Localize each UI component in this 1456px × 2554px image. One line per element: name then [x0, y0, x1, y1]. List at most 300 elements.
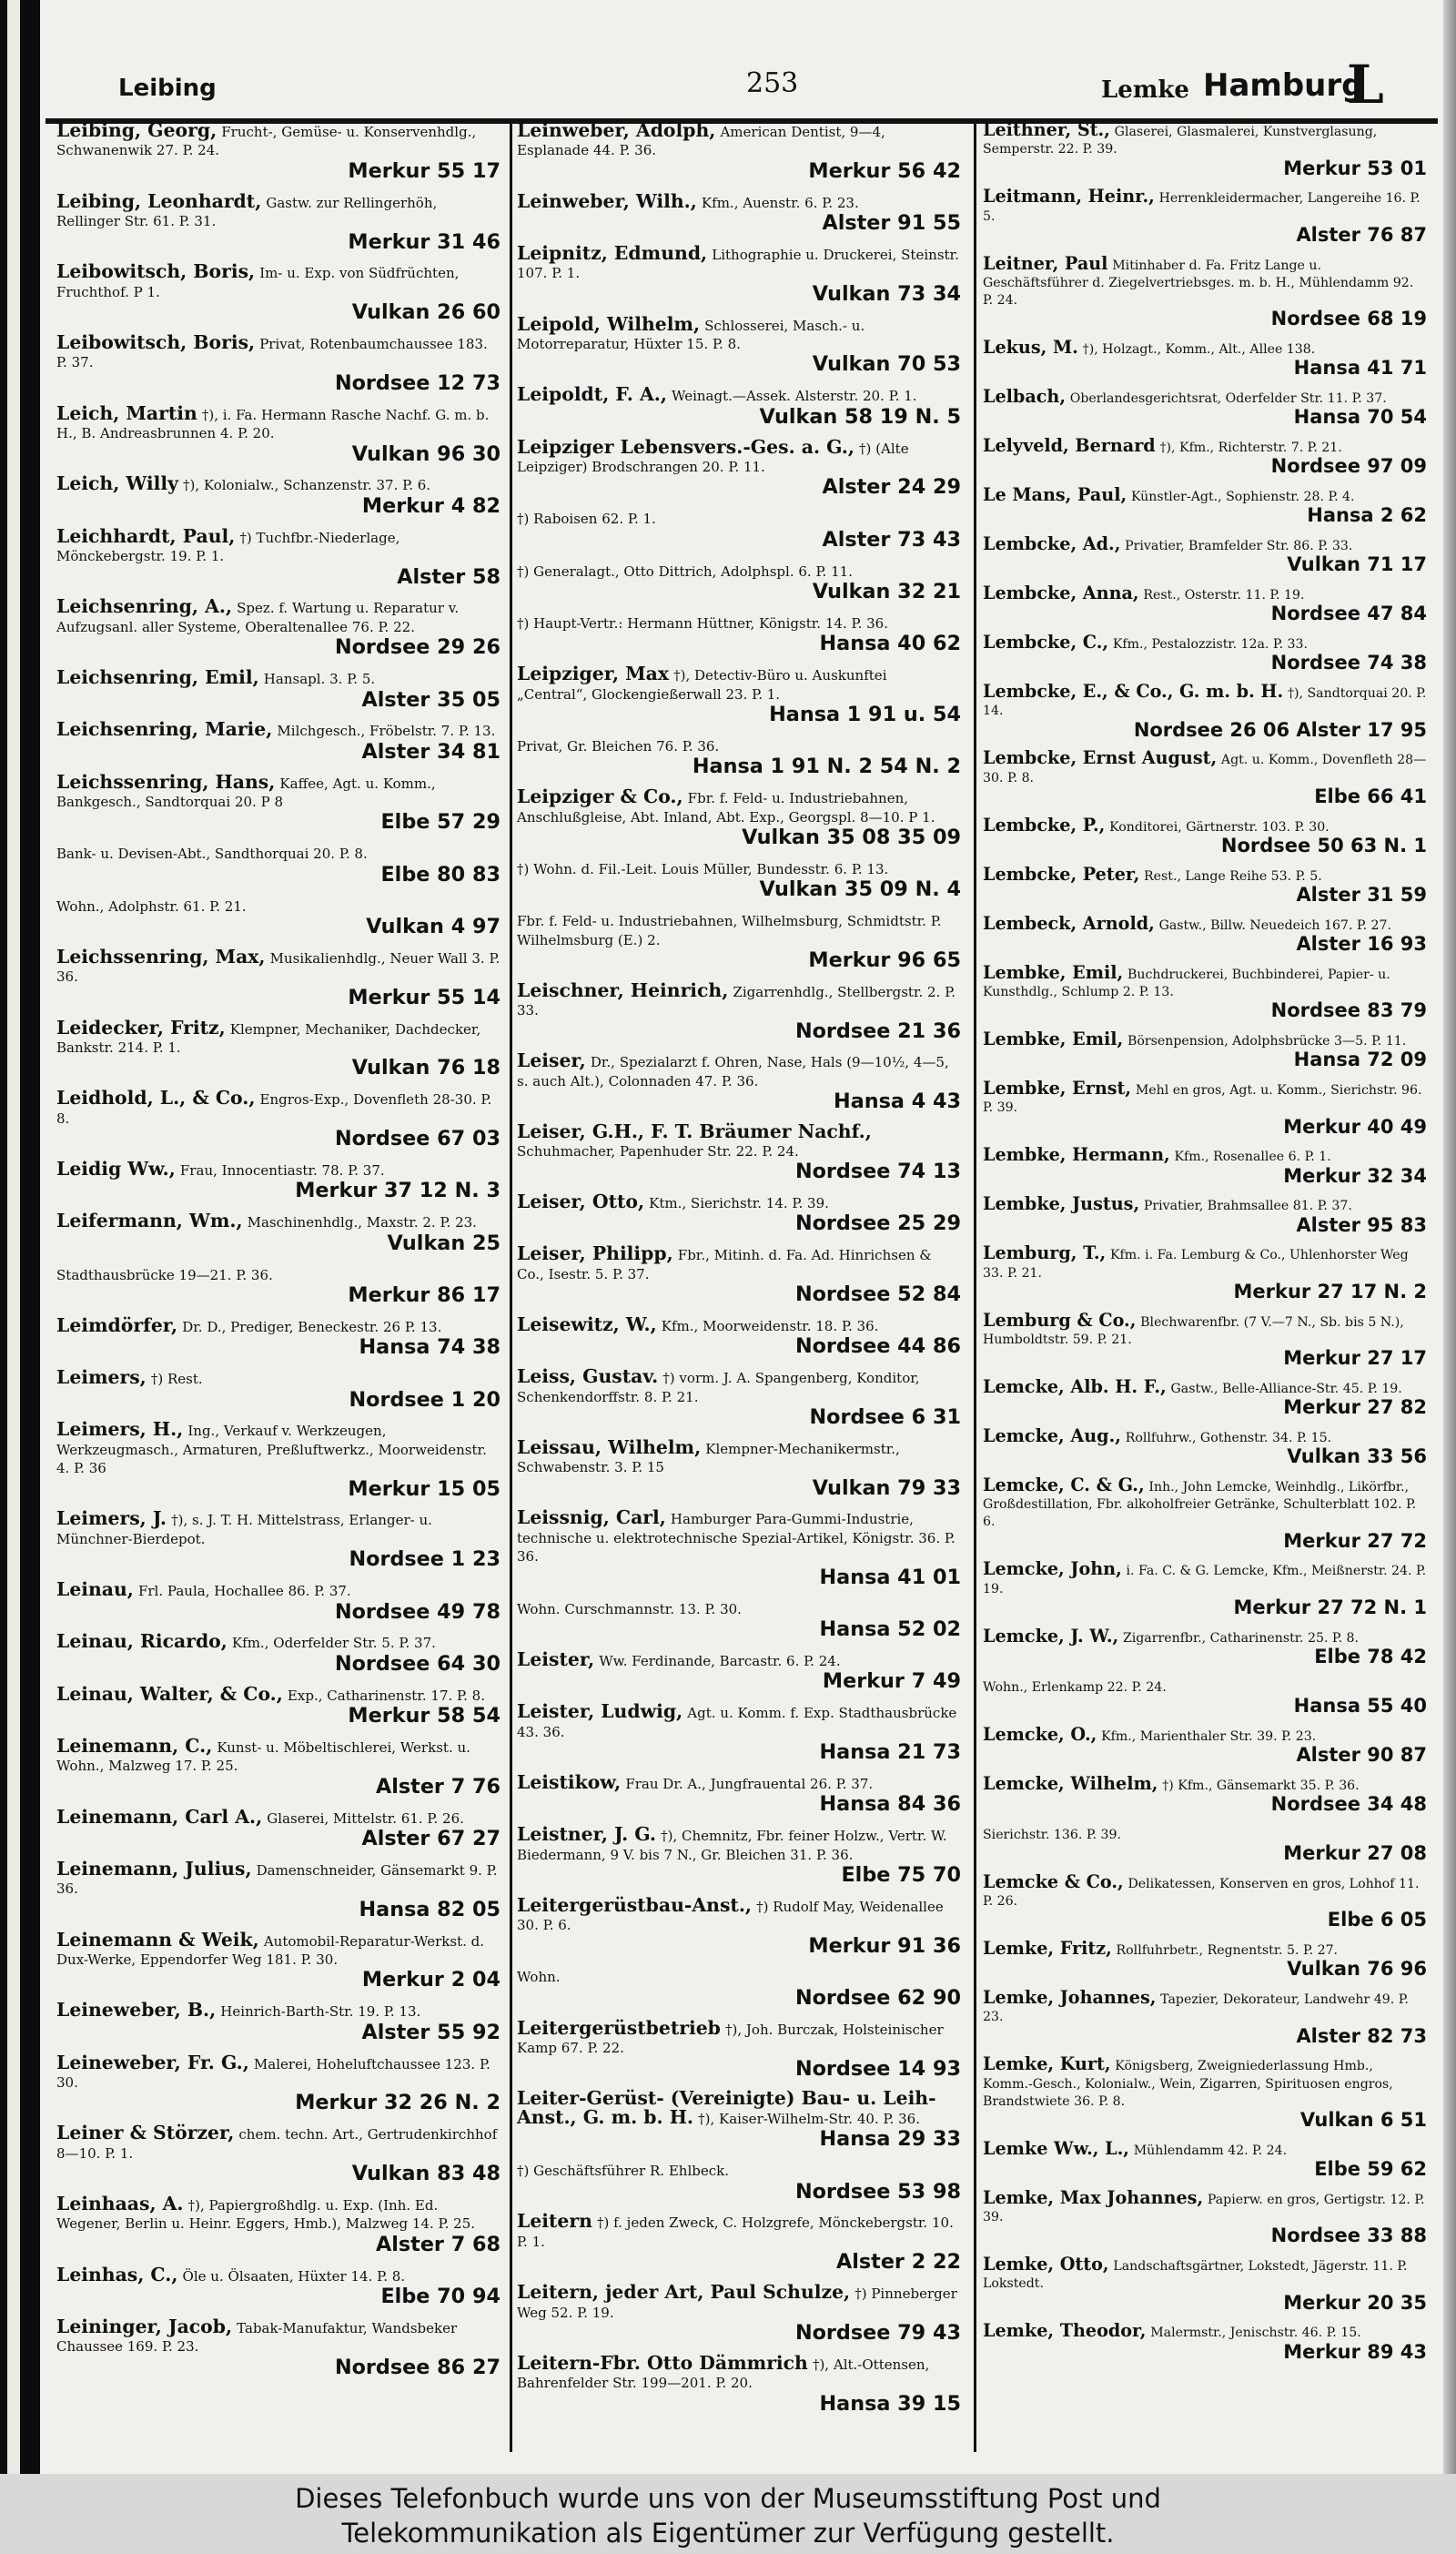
directory-entry	[979, 1938, 1431, 1981]
entry-phone: Vulkan 32 21	[812, 580, 961, 603]
entry-phone: Elbe 78 42	[1314, 1645, 1427, 1667]
entry-phone: Nordsee 1 20	[349, 1387, 500, 1412]
entry-phone: Merkur 27 17 N. 2	[1233, 1280, 1427, 1302]
directory-entry	[53, 844, 504, 887]
entry-name: Leinau, Walter, & Co.,	[56, 1682, 283, 1705]
entry-phone: Nordsee 21 36	[794, 1019, 961, 1043]
entry-phone: Merkur 91 36	[808, 1933, 961, 1958]
entry-name: Leitergerüstbetrieb	[517, 2016, 721, 2039]
directory-entry	[979, 585, 1431, 625]
entry-details: Frucht-, Gemüse- u. Konservenhdlg., Schwanenwik 27. P. 24.	[56, 124, 477, 159]
entry-details: Hamburger Para-Gummi-Industrie, technische u. elektrotechnische Spezial-Artikel, Königstr. 36. P. 36.	[517, 1511, 956, 1566]
directory-entry	[979, 681, 1431, 741]
column-divider	[974, 122, 976, 2452]
entry-details: Automobil-Reparatur-Werkst. d. Dux-Werke, Eppendorfer Weg 181. P. 30.	[56, 1932, 485, 1969]
entry-name: Leischner, Heinrich,	[517, 978, 729, 1001]
entry-name: Lembcke, Anna,	[983, 583, 1139, 604]
entry-details: Frl. Paula, Hochallee 86. P. 37.	[137, 1583, 351, 1600]
directory-entry	[53, 1313, 504, 1360]
entry-name: Leidecker, Fritz,	[56, 1016, 226, 1039]
directory-entry	[513, 383, 965, 429]
entry-details: Königsberg, Zweigniederlassung Hmb., Komm.-Gesch., Kolonialw., Wein, Zigarren, Spirituosen engros, Brandstwiete 36. P. 8.	[983, 2059, 1393, 2109]
directory-entry	[53, 1630, 504, 1676]
entry-details: Privatier, Brahmsallee 81. P. 37.	[1143, 1199, 1352, 1214]
entry-name: Leipold, Wilhelm,	[517, 312, 701, 335]
directory-entry	[979, 1242, 1431, 1302]
directory-entry	[979, 2256, 1431, 2314]
directory-entry	[979, 337, 1431, 380]
directory-entry	[53, 122, 504, 183]
directory-entry	[513, 189, 965, 236]
entry-details: Kaffee, Agt. u. Komm., Bankgesch., Sandtorquai 20. P 8	[56, 775, 436, 811]
entry-name: Leinemann, Carl A.,	[56, 1805, 263, 1828]
entry-details: Rollfuhrw., Gothenstr. 34. P. 15.	[1125, 1430, 1332, 1445]
entry-phone: Vulkan 6 51	[1299, 2109, 1427, 2132]
directory-entry	[513, 911, 965, 972]
entry-name: Lelyveld, Bernard	[983, 435, 1156, 457]
entry-details: Rest., Osterstr. 11. P. 19.	[1143, 588, 1305, 603]
entry-phone: Nordsee 68 19	[1270, 308, 1427, 330]
directory-entry	[513, 859, 965, 902]
entry-phone: Merkur 58 54	[348, 1704, 500, 1728]
directory-entry	[53, 1212, 504, 1255]
directory-entry	[979, 122, 1431, 179]
directory-entry	[513, 1190, 965, 1236]
entry-phone: Merkur 40 49	[1283, 1115, 1427, 1138]
entry-phone: Alster 16 93	[1296, 932, 1427, 955]
entry-details: i. Fa. C. & G. Lemcke, Kfm., Meißnerstr. 24. P. 19.	[983, 1564, 1427, 1596]
entry-details: Wohn.	[517, 1969, 561, 1986]
entry-details: †) Tuchfbr.-Niederlage, Mönckebergstr. 19. P. 1.	[56, 529, 400, 565]
directory-entry	[513, 241, 965, 306]
directory-entry	[53, 1016, 504, 1080]
directory-entry	[513, 1365, 965, 1429]
entry-phone: Vulkan 35 08 35 09	[742, 825, 961, 849]
entry-phone: Merkur 53 01	[1283, 157, 1427, 179]
entry-phone: Vulkan 4 97	[366, 915, 500, 939]
entry-name: Leinweber, Wilh.,	[517, 189, 697, 212]
entry-details: Rest., Lange Reihe 53. P. 5.	[1144, 868, 1322, 884]
directory-entry	[513, 435, 965, 500]
entry-name: Leineweber, Fr. G.,	[56, 2051, 249, 2073]
directory-entry	[979, 1825, 1431, 1865]
entry-phone: Vulkan 71 17	[1287, 553, 1427, 576]
entry-phone: Alster 73 43	[822, 527, 961, 552]
entry-phone: Elbe 80 83	[380, 862, 500, 887]
entry-phone: Alster 7 68	[375, 2232, 500, 2256]
entry-name: Leiser, G.H., F. T. Bräumer Nachf.,	[517, 1120, 872, 1143]
directory-entry	[513, 1120, 965, 1183]
entry-details: Hansapl. 3. P. 5.	[263, 671, 376, 688]
directory-entry	[979, 2320, 1431, 2363]
entry-details: Gastw., Billw. Neuedeich 167. P. 27.	[1158, 917, 1392, 933]
entry-name: Lemke, Otto,	[983, 2254, 1109, 2275]
entry-phone: Hansa 74 38	[359, 1335, 500, 1360]
entry-details: Börsenpension, Adolphsbrücke 3—5. P. 11.	[1127, 1034, 1407, 1049]
directory-entry	[979, 386, 1431, 429]
entry-phone: Hansa 2 62	[1307, 504, 1427, 527]
entry-phone: Elbe 59 62	[1314, 2158, 1427, 2181]
entry-details: †), Kaiser-Wilhelm-Str. 40. P. 36.	[698, 2110, 920, 2127]
directory-entry	[979, 814, 1431, 857]
entry-name: Leichsenring, Marie,	[56, 718, 273, 741]
entry-details: †) Geschäftsführer R. Ehlbeck.	[517, 2163, 730, 2180]
entry-name: Lemke, Fritz,	[983, 1938, 1112, 1959]
directory-entry	[979, 1309, 1431, 1370]
entry-name: Leiss, Gustav.	[517, 1365, 659, 1388]
entry-phone: Nordsee 64 30	[334, 1651, 500, 1676]
entry-details: Musikalienhdlg., Neuer Wall 3. P. 36.	[56, 949, 500, 986]
entry-phone: Alster 7 76	[375, 1774, 500, 1799]
entry-phone: Hansa 82 05	[359, 1897, 500, 1921]
entry-phone: Vulkan 73 34	[812, 281, 961, 306]
entry-details: Kunst- u. Möbeltischlerei, Werkst. u. Wohn., Malzweg 17. P. 25.	[56, 1739, 470, 1775]
entry-phone: Merkur 37 12 N. 3	[295, 1179, 500, 1203]
entry-phone: Alster 67 27	[361, 1827, 500, 1851]
entry-phone: Nordsee 1 23	[349, 1547, 500, 1572]
entry-details: Dr. D., Prediger, Beneckestr. 26 P. 13.	[182, 1318, 442, 1335]
entry-details: Exp., Catharinenstr. 17. P. 8.	[287, 1687, 485, 1704]
entry-name: Leichsenring, Emil,	[56, 666, 259, 689]
entry-phone: Merkur 27 08	[1283, 1841, 1427, 1864]
binding-edge	[0, 0, 40, 2474]
column-2	[513, 122, 965, 2452]
entry-name: Leininger, Jacob,	[56, 2315, 233, 2337]
entry-name: Leissnig, Carl,	[517, 1506, 666, 1529]
entry-details: Klempner, Mechaniker, Dachdecker, Bankstr. 214. P. 1.	[56, 1020, 481, 1056]
entry-details: †) Rest.	[150, 1371, 203, 1388]
entry-name: Leitner, Paul	[983, 252, 1108, 274]
entry-details: †) Haupt-Vertr.: Hermann Hüttner, Königstr. 14. P. 36.	[517, 614, 888, 632]
entry-name: Leipnitz, Edmund,	[517, 241, 708, 264]
directory-entry	[979, 1625, 1431, 1668]
entry-phone: Nordsee 14 93	[794, 2056, 961, 2081]
entry-details: Landschaftsgärtner, Lokstedt, Jägerstr. 11. P. Lokstedt.	[983, 2259, 1408, 2292]
entry-phone: Merkur 56 42	[808, 158, 961, 183]
entry-details: †) vorm. J. A. Spangenberg, Konditor, Schenkendorffstr. 8. P. 21.	[517, 1370, 920, 1405]
entry-name: Leiner & Störzer,	[56, 2122, 235, 2144]
directory-entry	[979, 2137, 1431, 2181]
entry-name: Lembcke, C.,	[983, 632, 1109, 654]
entry-phone: Nordsee 79 43	[794, 2320, 961, 2345]
directory-entry	[53, 1578, 504, 1624]
entry-details: Papierw. en gros, Gertigstr. 12. P. 39.	[983, 2192, 1425, 2225]
footer-line-1: Dieses Telefonbuch wurde uns von der Museumsstiftung Post und	[295, 2483, 1161, 2514]
entry-phone: Vulkan 33 56	[1287, 1445, 1427, 1468]
entry-phone: Nordsee 67 03	[334, 1127, 500, 1151]
entry-name: Leitmann, Heinr.,	[983, 186, 1155, 208]
directory-entry	[979, 1723, 1431, 1767]
directory-entry	[53, 2315, 504, 2379]
directory-entry	[53, 2195, 504, 2256]
entry-details: Mitinhaber d. Fa. Fritz Lange u. Geschäftsführer d. Ziegelvertriebsges. m. b. H., Mühlendamm 92. P. 24.	[983, 258, 1414, 309]
entry-details: Kfm., Pestalozzistr. 12a. P. 33.	[1112, 637, 1309, 653]
directory-entry	[979, 1144, 1431, 1187]
directory-entry	[513, 978, 965, 1043]
entry-name: Leimers, H.,	[56, 1418, 184, 1441]
directory-entry	[53, 1999, 504, 2044]
entry-details: †) Generalagt., Otto Dittrich, Adolphspl. 6. P. 11.	[517, 562, 853, 580]
entry-name: Leibowitsch, Boris,	[56, 331, 256, 354]
directory-entry	[979, 484, 1431, 527]
entry-name: Leiser,	[517, 1049, 586, 1072]
entry-name: Lembke, Justus,	[983, 1193, 1140, 1215]
footer-notice	[0, 2474, 1456, 2554]
entry-phone: Merkur 27 82	[1283, 1396, 1427, 1419]
directory-entry	[53, 1735, 504, 1799]
entry-details: Privatier, Bramfelder Str. 86. P. 33.	[1125, 539, 1353, 554]
entry-name: Leinhaas, A.	[56, 2193, 184, 2214]
directory-entry	[979, 1987, 1431, 2047]
entry-details: Rollfuhrbetr., Regnentstr. 5. P. 27.	[1116, 1943, 1339, 1958]
entry-phone: Elbe 70 94	[380, 2285, 500, 2309]
directory-entry	[513, 1647, 965, 1694]
entry-name: Leinau,	[56, 1578, 134, 1601]
directory-entry	[513, 736, 965, 779]
entry-name: Lembke, Ernst,	[983, 1078, 1132, 1100]
entry-name: Leiser, Philipp,	[517, 1242, 673, 1265]
entry-details: Malerei, Hoheluftchaussee 123. P. 30.	[56, 2055, 490, 2092]
entry-details: Inh., John Lemcke, Weinhdlg., Likörfbr., Großdestillation, Fbr. alkoholfreier Getränke, Schulterblatt 102. P. 6.	[983, 1479, 1417, 1530]
entry-phone: Hansa 41 71	[1293, 357, 1427, 380]
directory-entry	[53, 1366, 504, 1412]
entry-phone: Hansa 39 15	[819, 2391, 961, 2416]
directory-entry	[53, 189, 504, 254]
directory-entry	[979, 961, 1431, 1022]
entry-name: Lemke, Theodor,	[983, 2320, 1147, 2342]
entry-name: Leich, Martin	[56, 401, 197, 424]
entry-phone: Nordsee 86 27	[334, 2355, 500, 2379]
entry-phone: Alster 55 92	[361, 2020, 500, 2044]
entry-phone: Vulkan 96 30	[351, 441, 500, 466]
entry-details: †), s. J. T. H. Mittelstrass, Erlanger- u. Münchner-Bierdepot.	[56, 1512, 432, 1547]
column-3	[979, 122, 1431, 2452]
directory-entry	[53, 1265, 504, 1308]
entry-details: Bank- u. Devisen-Abt., Sandthorquai 20. P. 8.	[56, 846, 368, 863]
entry-details: Zigarrenhdlg., Stellbergstr. 2. P. 33.	[517, 983, 956, 1019]
entry-details: American Dentist, 9—4, Esplanade 44. P. 36.	[517, 124, 885, 159]
directory-entry	[53, 1087, 504, 1151]
entry-phone: Nordsee 62 90	[794, 1985, 961, 2010]
directory-entry	[53, 331, 504, 395]
directory-entry	[513, 2016, 965, 2081]
entry-details: †), Alt.-Ottensen, Bahrenfelder Str. 199—201. P. 20.	[517, 2356, 930, 2392]
entry-phone: Hansa 40 62	[819, 632, 961, 656]
entry-phone: Nordsee 25 29	[794, 1211, 961, 1236]
entry-name: Lemke, Johannes,	[983, 1987, 1157, 2009]
entry-phone: Alster 2 22	[835, 2250, 961, 2275]
entry-name: Leissau, Wilhelm,	[517, 1435, 702, 1458]
entry-name: Leineweber, B.,	[56, 1999, 217, 2022]
directory-entry	[53, 1928, 504, 1992]
entry-phone: Merkur 27 72 N. 1	[1233, 1596, 1427, 1618]
directory-entry	[979, 1375, 1431, 1419]
entry-phone: Merkur 32 34	[1283, 1164, 1427, 1187]
entry-phone: Merkur 55 14	[348, 985, 500, 1009]
entry-phone: Merkur 27 72	[1283, 1529, 1427, 1552]
entry-phone: Hansa 21 73	[819, 1739, 961, 1764]
entry-name: Leiter-Gerüst- (Vereinigte) Bau- u. Leih-Anst., G. m. b. H.	[517, 2087, 936, 2128]
entry-phone: Nordsee 44 86	[794, 1334, 961, 1359]
entry-details: Milchgesch., Fröbelstr. 7. P. 13.	[277, 723, 496, 740]
entry-phone: Nordsee 6 31	[809, 1404, 961, 1429]
entry-details: †) Kfm., Gänsemarkt 35. P. 36.	[1162, 1778, 1360, 1793]
directory-entry	[53, 595, 504, 660]
footer-line-2: Telekommunikation als Eigentümer zur Verfügung gestellt.	[341, 2518, 1115, 2549]
directory-entry	[979, 2053, 1431, 2132]
entry-details: Dr., Spezialarzt f. Ohren, Nase, Hals (9—10½, 4—5, s. auch Alt.), Colonnaden 47. P. 36.	[517, 1054, 949, 1090]
directory-entry	[53, 2051, 504, 2115]
entry-details: Wohn. Curschmannstr. 13. P. 30.	[517, 1600, 742, 1617]
entry-name: Lembcke, P.,	[983, 814, 1106, 836]
entry-details: Zigarrenfbr., Catharinenstr. 25. P. 8.	[1122, 1630, 1360, 1646]
directory-entry	[513, 2281, 965, 2345]
directory-entry	[513, 2161, 965, 2204]
entry-phone: Hansa 41 01	[819, 1565, 961, 1589]
entry-name: Leinemann, C.,	[56, 1735, 213, 1757]
directory-entry	[53, 2124, 504, 2185]
entry-name: Lemcke, Alb. H. F.,	[983, 1375, 1167, 1397]
directory-entry	[979, 252, 1431, 330]
directory-entry	[513, 312, 965, 377]
entry-phone: Merkur 89 43	[1283, 2340, 1427, 2363]
entry-phone: Alster 76 87	[1296, 223, 1427, 246]
directory-entry	[53, 1805, 504, 1851]
entry-name: Leinhas, C.,	[56, 2263, 178, 2285]
directory-entry	[513, 2210, 965, 2275]
entry-name: Leipziger, Max	[517, 663, 670, 685]
entry-details: Spez. f. Wartung u. Reparatur v. Aufzugsanl. aller Systeme, Oberaltenallee 76. P. 22.	[56, 600, 460, 635]
directory-entry	[979, 1474, 1431, 1552]
entry-name: Lembcke, Peter,	[983, 863, 1140, 885]
footer-text	[0, 2481, 1456, 2550]
entry-phone: Hansa 1 91 N. 2 54 N. 2	[692, 755, 961, 779]
entry-name: Leiser, Otto,	[517, 1190, 645, 1212]
directory-entry	[979, 1031, 1431, 1071]
directory-entry	[513, 1242, 965, 1306]
entry-name: Lemcke & Co.,	[983, 1870, 1124, 1892]
entry-phone: Nordsee 74 13	[794, 1159, 961, 1183]
entry-details: †) (Alte Leipziger) Brodschrangen 20. P. 11.	[517, 440, 909, 476]
entry-phone: Hansa 55 40	[1293, 1694, 1427, 1717]
entry-name: Le Mans, Paul,	[983, 484, 1127, 506]
entry-name: Leipziger Lebensvers.-Ges. a. G.,	[517, 435, 854, 458]
directory-entry	[53, 401, 504, 466]
directory-entry	[53, 2263, 504, 2309]
entry-name: Lemcke, Aug.,	[983, 1424, 1121, 1446]
entry-phone: Nordsee 33 88	[1270, 2225, 1427, 2247]
entry-details: Heinrich-Barth-Str. 19. P. 13.	[220, 2003, 421, 2021]
directory-entry	[513, 1049, 965, 1114]
directory-entry	[979, 747, 1431, 807]
entry-phone: Merkur 32 26 N. 2	[295, 2091, 500, 2115]
entry-name: Leister, Ludwig,	[517, 1700, 683, 1723]
entry-details: †) Wohn. d. Fil.-Leit. Louis Müller, Bundesstr. 6. P. 13.	[517, 860, 889, 877]
directory-entry	[979, 863, 1431, 907]
entry-details: †), i. Fa. Hermann Rasche Nachf. G. m. b. H., B. Andreasbrunnen 4. P. 20.	[56, 406, 490, 442]
entry-details: †), Kfm., Richterstr. 7. P. 21.	[1159, 441, 1342, 456]
entry-name: Leinemann & Weik,	[56, 1928, 259, 1951]
entry-details: Schlosserei, Masch.- u. Motorreparatur, Hüxter 15. P. 8.	[517, 317, 865, 353]
directory-entry	[53, 472, 504, 518]
directory-entry	[979, 1772, 1431, 1816]
entry-details: Künstler-Agt., Sophienstr. 28. P. 4.	[1130, 490, 1355, 505]
directory-entry	[513, 665, 965, 726]
entry-phone: Alster 91 55	[822, 211, 961, 236]
entry-details: Wohn., Erlenkamp 22. P. 24.	[983, 1679, 1167, 1695]
entry-name: Lemburg & Co.,	[983, 1309, 1137, 1331]
entry-details: Kfm., Rosenallee 6. P. 1.	[1174, 1150, 1331, 1165]
directory-entry	[979, 1677, 1431, 1718]
directory-entry	[513, 1435, 965, 1500]
entry-name: Leinemann, Julius,	[56, 1857, 252, 1880]
directory-entry	[979, 1424, 1431, 1468]
page-edge-shadow	[1443, 0, 1456, 2474]
entry-phone: Nordsee 26 06 Alster 17 95	[1133, 718, 1427, 741]
entry-details: Tabak-Manufaktur, Wandsbeker Chaussee 169. P. 23.	[56, 2319, 458, 2356]
entry-phone: Nordsee 49 78	[334, 1599, 500, 1624]
entry-name: Lembcke, Ernst August,	[983, 747, 1218, 769]
directory-entry	[53, 770, 504, 835]
entry-details: Lithographie u. Druckerei, Steinstr. 107. P. 1.	[517, 246, 959, 282]
entry-details: Malermstr., Jenischstr. 46. P. 15.	[1150, 2326, 1361, 2341]
entry-details: Sierichstr. 136. P. 39.	[983, 1827, 1121, 1842]
directory-entry	[979, 188, 1431, 246]
directory-entry	[979, 533, 1431, 576]
entry-name: Leichsenring, A.,	[56, 595, 233, 618]
entry-details: Kfm., Auenstr. 6. P. 23.	[701, 194, 859, 211]
directory-entry	[513, 1506, 965, 1589]
entry-details: †), Kolonialw., Schanzenstr. 37. P. 6.	[182, 477, 431, 494]
directory-entry	[513, 122, 965, 183]
entry-name: Leichssenring, Hans,	[56, 770, 276, 793]
entry-name: Leimdörfer,	[56, 1313, 178, 1336]
entry-details: †), Sandtorquai 20. P. 14.	[983, 686, 1427, 719]
entry-details: Kfm., Marienthaler Str. 39. P. 23.	[1101, 1728, 1317, 1744]
entry-phone: Nordsee 52 84	[794, 1282, 961, 1306]
entry-details: Fbr., Mitinh. d. Fa. Ad. Hinrichsen & Co., Isestr. 5. P. 37.	[517, 1247, 932, 1282]
entry-name: Leidig Ww.,	[56, 1157, 176, 1180]
entry-details: Ww. Ferdinande, Barcastr. 6. P. 24.	[599, 1652, 841, 1669]
entry-details: Ktm., Sierichstr. 14. P. 39.	[649, 1194, 829, 1211]
entry-details: Frau Dr. A., Jungfrauental 26. P. 37.	[625, 1775, 874, 1792]
entry-name: Lemke, Kurt,	[983, 2053, 1111, 2075]
entry-name: Leinweber, Adolph,	[517, 122, 716, 141]
entry-phone: Hansa 29 33	[819, 2127, 961, 2152]
entry-phone: Alster 35 05	[361, 687, 500, 712]
directory-entry	[513, 1700, 965, 1764]
entry-name: Leidhold, L., & Co.,	[56, 1087, 256, 1110]
directory-entry	[513, 1599, 965, 1642]
entry-phone: Nordsee 50 63 N. 1	[1220, 834, 1427, 856]
entry-phone: Nordsee 74 38	[1270, 652, 1427, 674]
entry-name: Leitergerüstbau-Anst.,	[517, 1893, 752, 1916]
entry-phone: Vulkan 83 48	[351, 2162, 500, 2186]
entry-name: Lembke, Emil,	[983, 1029, 1124, 1049]
entry-name: Leich, Willy	[56, 472, 178, 495]
entry-name: Lemcke, C. & G.,	[983, 1474, 1145, 1495]
entry-details: Wohn., Adolphstr. 61. P. 21.	[56, 897, 247, 915]
entry-details: Kfm., Oderfelder Str. 5. P. 37.	[231, 1635, 436, 1652]
directory-entry	[979, 435, 1431, 478]
entry-phone: Merkur 15 05	[348, 1476, 500, 1501]
directory-entry	[53, 260, 504, 325]
entry-phone: Nordsee 53 98	[794, 2179, 961, 2204]
entry-details: †) Pinneberger Weg 52. P. 19.	[517, 2285, 957, 2321]
entry-details: Frau, Innocentiastr. 78. P. 37.	[179, 1161, 385, 1179]
directory-entry	[513, 562, 965, 604]
directory-entry	[979, 1193, 1431, 1236]
